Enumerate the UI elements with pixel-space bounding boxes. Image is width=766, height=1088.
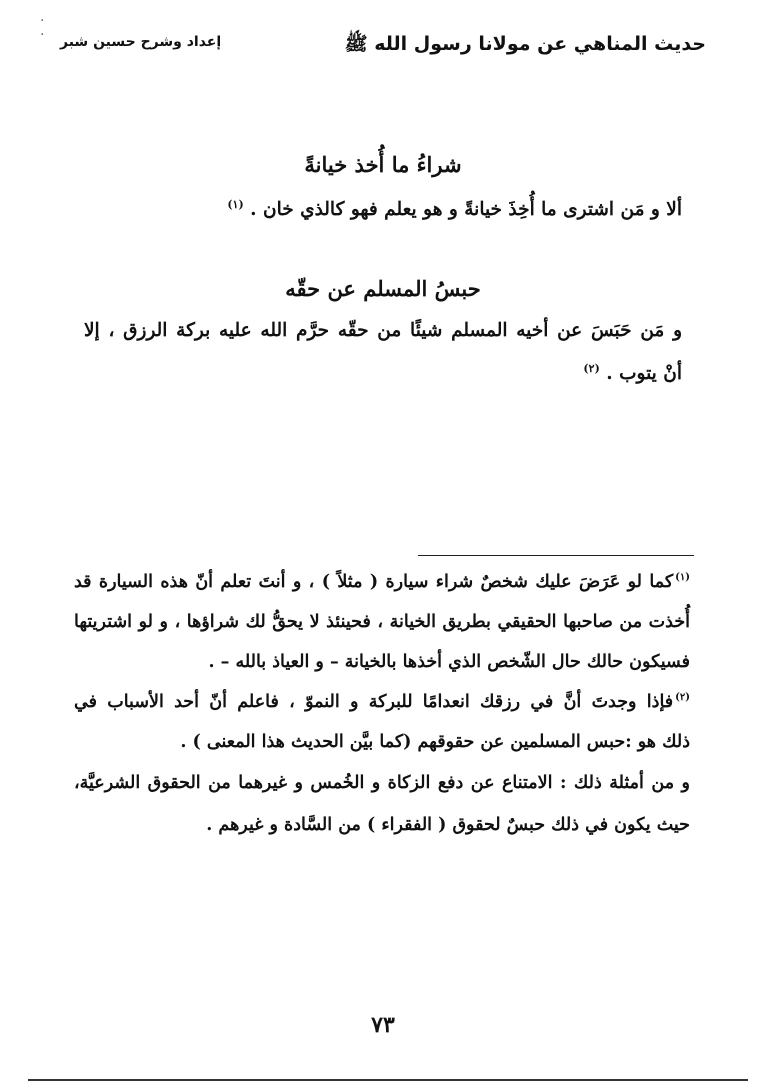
page-header: [60, 26, 706, 66]
section2-line-2: [580, 362, 682, 384]
footnote-2-marker: (٢): [675, 692, 690, 704]
footnote-1-line-3: فسيكون حالك حال الشّخص الذي أخذها بالخيانة – و العياذ بالله – .: [208, 652, 690, 672]
footnote-ref-1: (١): [227, 198, 244, 211]
footnote-1-marker: (١): [675, 572, 690, 584]
footnote-2-line-2: ذلك هو :حبس المسلمين عن حقوقهم (كما بيَّن الحديث هذا المعنى ) .: [180, 732, 690, 752]
section2-text: أنْ يتوب .: [606, 363, 682, 385]
section1-heading: شراءُ ما أُخذ خيانةً: [304, 152, 462, 177]
author-credit: إعداد وشرح حسين شبر: [60, 34, 222, 50]
footnote-ref-2: (٢): [583, 362, 600, 375]
book-title: حديث المناهي عن مولانا رسول الله ﷺ: [344, 33, 706, 55]
scan-speck-marks: · ·: [40, 13, 45, 43]
section2-heading: حبسُ المسلم عن حقّه: [285, 276, 481, 301]
footnote-2-text-1: فإذا وجدتَ أنَّ في رزقك انعدامًا للبركة و النموّ ، فاعلم أنّ أحد الأسباب في: [74, 692, 674, 712]
footnote-2-line-4: حيث يكون في ذلك حبسٌ لحقوق ( الفقراء ) من السَّادة و غيرهم .: [206, 815, 690, 835]
section1-text: ألا و مَن اشترى ما أُخِذَ خيانةً و هو يعلم فهو كالذي خان .: [250, 199, 682, 221]
bottom-rule: [28, 1079, 748, 1081]
footnote-2-line-3: و من أمثلة ذلك : الامتناع عن دفع الزكاة و الخُمس و غيرهما من الحقوق الشرعيَّة،: [74, 773, 690, 793]
section2-line-1: و مَن حَبَسَ عن أخيه المسلم شيئًا من حقّه حرَّم الله عليه بركة الرزق ، إلا: [84, 320, 682, 341]
footnote-1-text-1: كما لو عَرَضَ عليك شخصٌ شراء سيارة ( مثلاً ) ، و أنتَ تعلم أنّ هذه السيارة قد: [74, 572, 674, 592]
footnote-1-line-1: [74, 572, 690, 592]
footnote-1-line-2: أُخذت من صاحبها الحقيقي بطريق الخيانة ، فحينئذ لا يحقُّ لك شراؤها ، و لو اشتريتها: [74, 612, 690, 632]
footnote-2-line-1: [74, 692, 690, 712]
page-number: ٧٣: [371, 1012, 395, 1038]
section1-line: [224, 198, 682, 220]
footnote-separator: [418, 555, 694, 556]
